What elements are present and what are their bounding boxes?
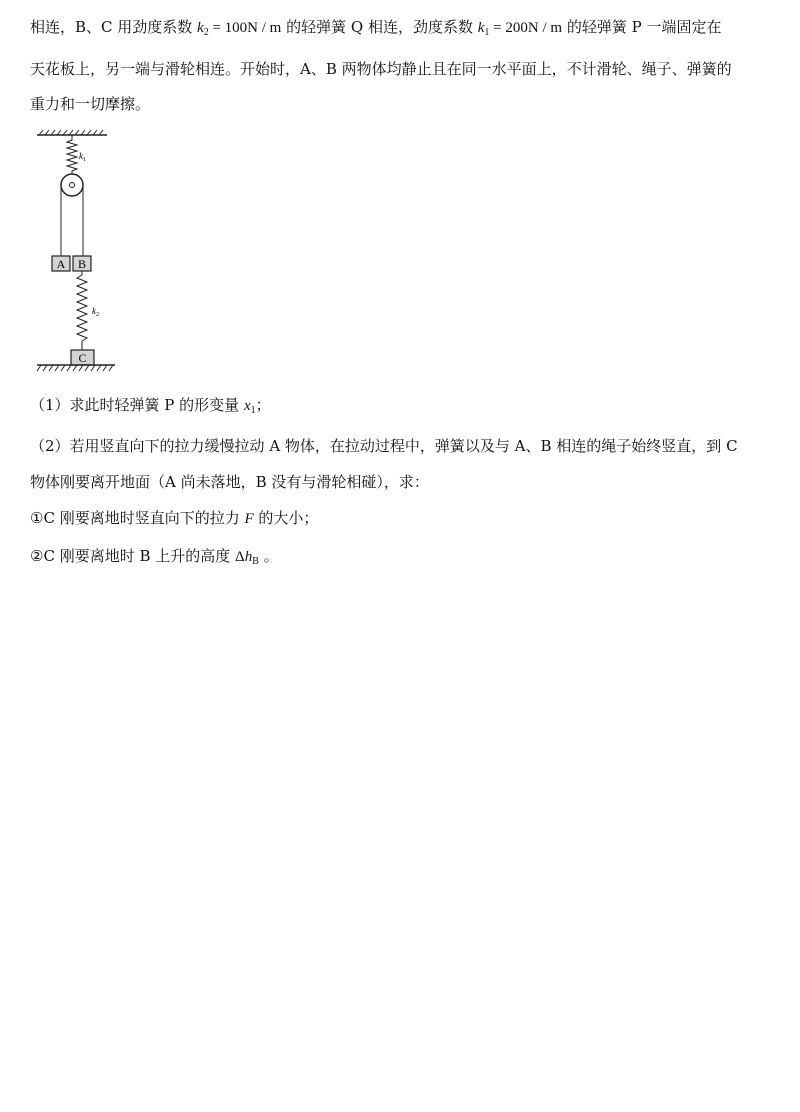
question-2-line-1: （2）若用竖直向下的拉力缓慢拉动 A 物体，在拉动过程中，弹簧以及与 A、B 相连的绳子始终竖直，到 C [30,437,738,455]
intro-line-1 [30,17,721,38]
k1-expression [478,20,562,36]
pulley [61,174,83,196]
intro-text-1b: 的轻弹簧 Q 相连，劲度系数 [281,18,478,36]
spring-p [67,135,77,175]
intro-text-1c: 的轻弹簧 P 一端固定在 [562,18,722,36]
pulley-spring-figure [32,128,122,378]
k1-subscript: 1 [484,27,490,38]
intro-text-1a: 相连，B、C 用劲度系数 [30,18,198,36]
intro-line-3: 重力和一切摩擦。 [30,95,151,113]
x1-subscript: 1 [250,405,256,416]
k2-label: $k_2$ [92,306,99,318]
sub-question-1 [30,508,318,529]
question-1-end: ； [255,396,271,414]
delta-symbol: Δ [235,549,245,565]
sub-question-2 [30,546,279,567]
sub-question-1-text: ①C 刚要离地时竖直向下的拉力 [30,509,245,527]
x1-symbol: x [243,398,251,414]
k2-expression [197,20,281,36]
svg-text:B: B [77,257,87,271]
height-subscript: B [252,556,259,567]
k1-value: = 200N / m [489,20,563,36]
k2-symbol: k [197,20,204,36]
sub-question-2-text: ②C 刚要离地时 B 上升的高度 [30,547,236,565]
ground [37,365,115,371]
k2-subscript: 2 [203,27,209,38]
question-1-text: （1）求此时轻弹簧 P 的形变量 [30,396,244,414]
svg-text:A: A [56,257,66,271]
intro-line-2: 天花板上，另一端与滑轮相连。开始时，A、B 两物体均静止且在同一水平面上，不计滑轮、绳子、弹簧的 [30,60,732,78]
k1-symbol: k [477,20,485,36]
k2-value: = 100N / m [208,20,282,36]
k1-label: $k_1$ [79,151,86,163]
ceiling [37,130,107,135]
question-2-line-2: 物体刚要离开地面（A 尚未落地，B 没有与滑轮相碰），求： [30,473,429,491]
height-symbol: h [244,549,253,565]
sub-question-2-end: 。 [258,547,279,565]
sub-question-1-end: 的大小； [253,509,319,527]
block-b [73,256,91,271]
svg-text:C: C [78,351,87,365]
block-c [71,350,94,365]
spring-q [77,271,87,350]
block-a [52,256,70,271]
question-1 [30,395,271,416]
force-symbol: F [244,511,254,527]
